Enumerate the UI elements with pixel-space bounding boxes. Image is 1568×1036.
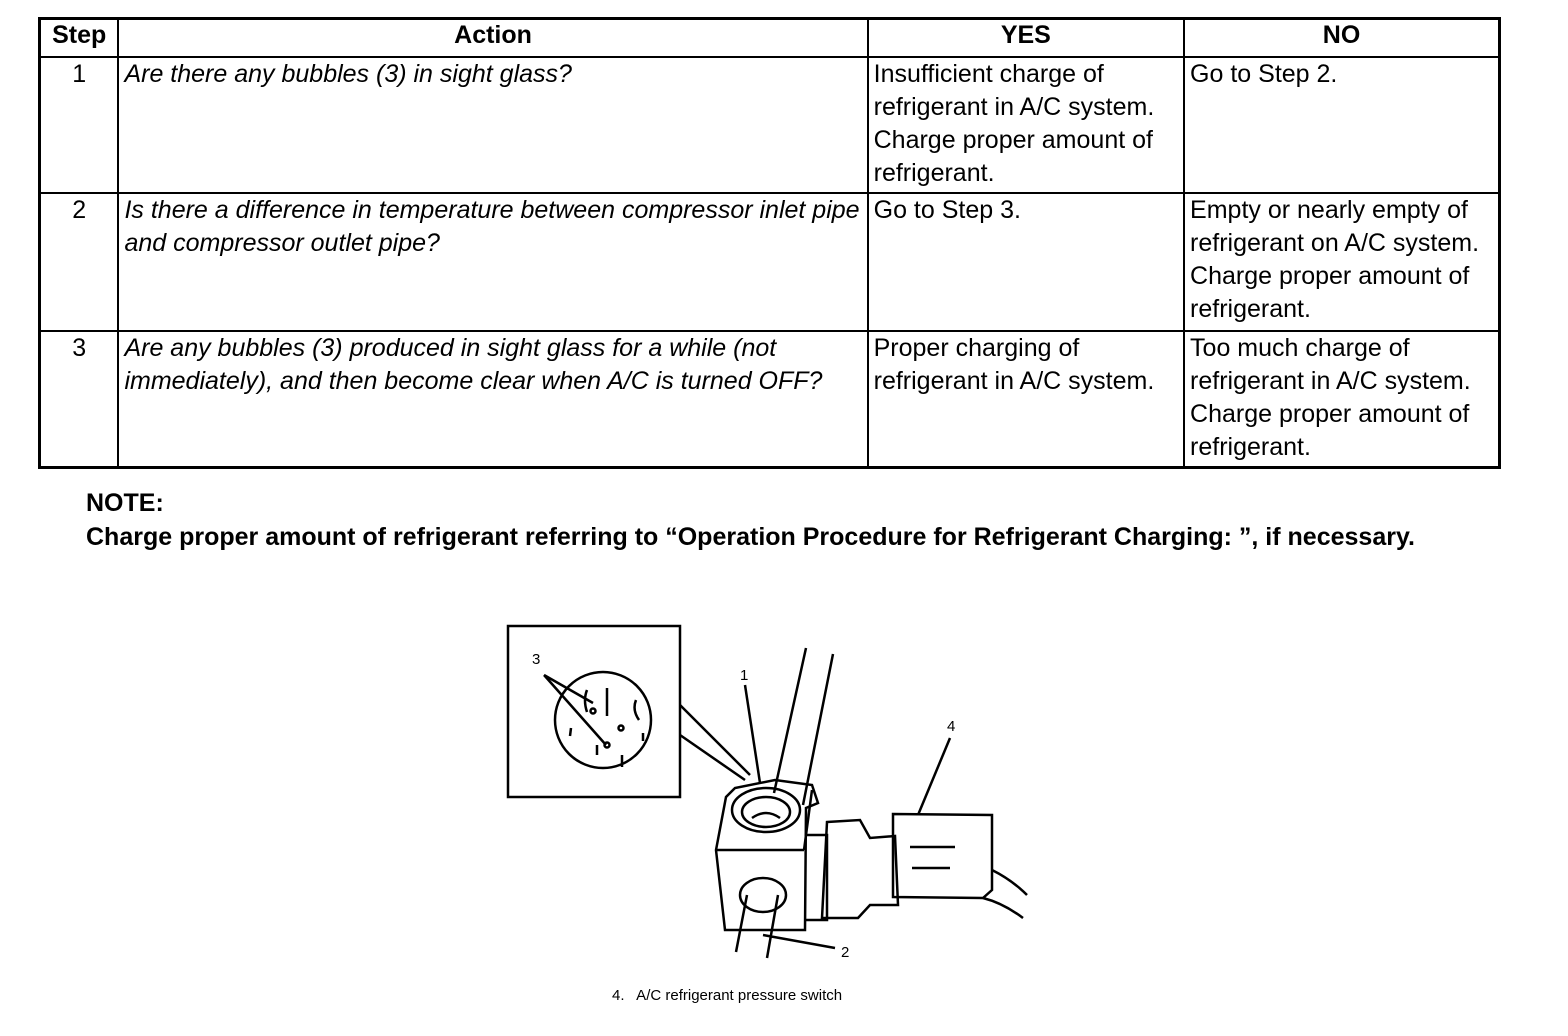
yes-cell: Insufficient charge of refrigerant in A/C system. Charge proper amount of refrigerant. (868, 57, 1184, 193)
no-cell: Go to Step 2. (1184, 57, 1499, 193)
label-4: 4 (947, 718, 956, 735)
label-3: 3 (532, 651, 541, 668)
action-cell: Are any bubbles (3) produced in sight glass for a while (not immediately), and then become clear when A/C is turned OFF? (118, 331, 867, 468)
header-yes: YES (868, 19, 1184, 58)
yes-cell: Proper charging of refrigerant in A/C system. (868, 331, 1184, 468)
step-cell: 1 (40, 57, 119, 193)
step-cell: 2 (40, 193, 119, 331)
yes-cell: Go to Step 3. (868, 193, 1184, 331)
label-1: 1 (740, 667, 749, 684)
note-text: Charge proper amount of refrigerant referring to “Operation Procedure for Refrigerant Charging: ”, if necessary. (86, 523, 1415, 551)
no-cell: Too much charge of refrigerant in A/C system. Charge proper amount of refrigerant. (1184, 331, 1499, 468)
step-cell: 3 (40, 331, 119, 468)
header-no: NO (1184, 19, 1499, 58)
no-cell: Empty or nearly empty of refrigerant on A/C system. Charge proper amount of refrigerant. (1184, 193, 1499, 331)
figure-caption: 4. A/C refrigerant pressure switch (612, 987, 843, 1004)
action-cell: Is there a difference in temperature between compressor inlet pipe and compressor outlet pipe? (118, 193, 867, 331)
header-action: Action (118, 19, 867, 58)
header-step: Step (40, 19, 119, 58)
note-title: NOTE: (86, 489, 164, 517)
label-2: 2 (841, 944, 850, 961)
sight-glass-circle (555, 672, 651, 768)
action-cell: Are there any bubbles (3) in sight glass? (118, 57, 867, 193)
